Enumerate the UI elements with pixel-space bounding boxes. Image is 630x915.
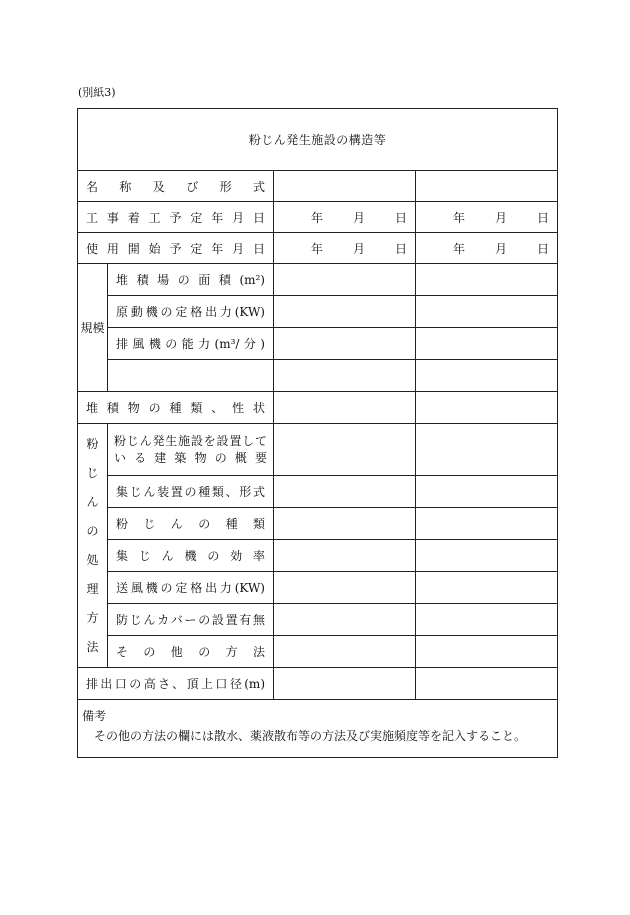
scale-item: 堆積場の面積(m²) (108, 264, 274, 296)
treatment-item: 集じん機の効率 (108, 540, 274, 572)
treatment-value-1[interactable] (274, 604, 416, 636)
scale-value-2[interactable] (416, 360, 558, 392)
scale-value-1[interactable] (274, 264, 416, 296)
outlet-label: 排出口の高さ、頂上口径(m) (78, 668, 274, 700)
attachment-label: (別紙3) (78, 86, 116, 99)
treatment-value-2[interactable] (416, 604, 558, 636)
deposit-type-value-1[interactable] (274, 392, 416, 424)
use-date-label: 使用開始予定年月日 (78, 233, 274, 264)
treatment-item: 粉じん発生施設を設置している建築物の概要 (108, 424, 274, 476)
treatment-item: 防じんカバーの設置有無 (108, 604, 274, 636)
scale-value-2[interactable] (416, 264, 558, 296)
scale-group-label: 規模 (78, 264, 108, 392)
use-date-value-1[interactable]: 年 月 日 (274, 233, 416, 264)
remarks-heading: 備考 (82, 709, 107, 723)
scale-value-1[interactable] (274, 296, 416, 328)
treatment-value-1[interactable] (274, 636, 416, 668)
remarks-text: その他の方法の欄には散水、薬液散布等の方法及び実施頻度等を記入すること。 (94, 729, 527, 743)
deposit-type-label: 堆積物の種類、性状 (78, 392, 274, 424)
scale-value-2[interactable] (416, 328, 558, 360)
name-form-value-1[interactable] (274, 171, 416, 202)
treatment-value-2[interactable] (416, 476, 558, 508)
start-date-label: 工事着工予定年月日 (78, 202, 274, 233)
name-form-value-2[interactable] (416, 171, 558, 202)
treatment-value-2[interactable] (416, 424, 558, 476)
treatment-item: その他の方法 (108, 636, 274, 668)
scale-value-1[interactable] (274, 360, 416, 392)
treatment-value-1[interactable] (274, 424, 416, 476)
treatment-value-1[interactable] (274, 508, 416, 540)
scale-value-1[interactable] (274, 328, 416, 360)
deposit-type-value-2[interactable] (416, 392, 558, 424)
use-date-value-2[interactable]: 年 月 日 (416, 233, 558, 264)
treatment-value-2[interactable] (416, 636, 558, 668)
treatment-group-label: 粉じんの処理方法 (78, 424, 108, 668)
scale-value-2[interactable] (416, 296, 558, 328)
outlet-value-1[interactable] (274, 668, 416, 700)
treatment-item: 粉じんの種類 (108, 508, 274, 540)
outlet-value-2[interactable] (416, 668, 558, 700)
treatment-value-1[interactable] (274, 476, 416, 508)
start-date-value-2[interactable]: 年 月 日 (416, 202, 558, 233)
treatment-item: 送風機の定格出力(KW) (108, 572, 274, 604)
treatment-value-2[interactable] (416, 572, 558, 604)
treatment-value-2[interactable] (416, 508, 558, 540)
treatment-value-2[interactable] (416, 540, 558, 572)
remarks-section (78, 700, 558, 758)
treatment-value-1[interactable] (274, 540, 416, 572)
treatment-item: 集じん装置の種類、形式 (108, 476, 274, 508)
scale-item: 原動機の定格出力(KW) (108, 296, 274, 328)
scale-item: 排風機の能力(m³/分) (108, 328, 274, 360)
treatment-value-1[interactable] (274, 572, 416, 604)
form-title: 粉じん発生施設の構造等 (78, 109, 558, 171)
name-form-label: 名称及び形式 (78, 171, 274, 202)
scale-item (108, 360, 274, 392)
start-date-value-1[interactable]: 年 月 日 (274, 202, 416, 233)
facility-structure-form (77, 108, 558, 758)
